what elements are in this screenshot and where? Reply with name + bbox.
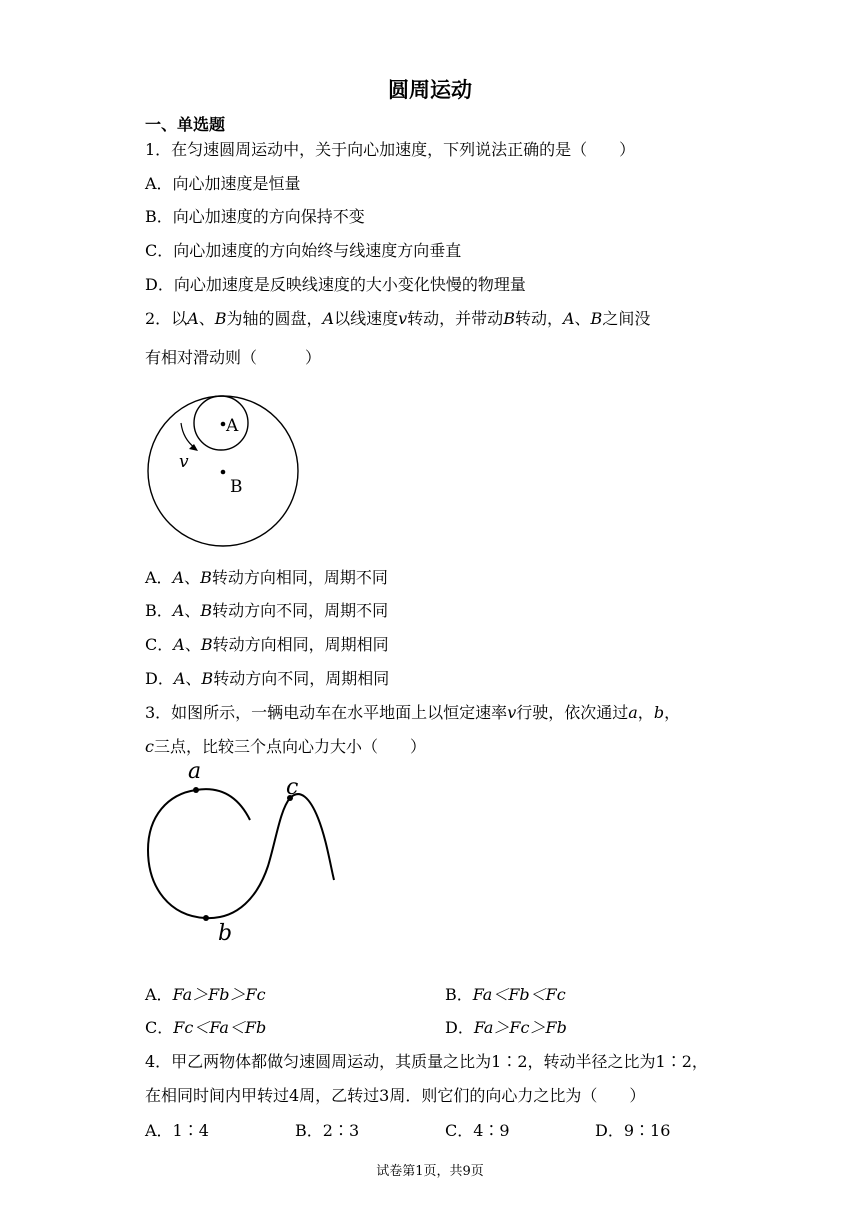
option-text: Fa＜Fb＜Fc [472, 985, 566, 1004]
q3-stem-text: 行驶，依次通过 [516, 703, 629, 722]
option-text: 转动方向相同，周期不同 [211, 568, 388, 587]
q2-stem-line1 [145, 309, 650, 329]
q2-var-b: B [214, 309, 227, 328]
option-prefix: A． [145, 568, 173, 587]
q3-option-c[interactable] [145, 1018, 266, 1038]
q2-stem-text: 、 [574, 309, 591, 328]
q3-var-b: b [653, 703, 665, 722]
q2-var-b: B [201, 669, 214, 688]
q2-var-a: A [322, 309, 335, 328]
q2-var-b: B [590, 309, 603, 328]
road-curve [148, 789, 334, 918]
option-prefix: B． [445, 985, 473, 1004]
q3-option-b[interactable] [445, 985, 566, 1005]
q2-var-a: A [172, 601, 185, 620]
q2-stem-text: 以线速度 [334, 309, 399, 328]
q3-stem-line2 [145, 737, 426, 757]
q2-var-a: A [562, 309, 575, 328]
q2-option-a[interactable]: A．A、B转动方向相同，周期不同 [145, 568, 388, 587]
q4-option-a[interactable]: A．1∶4 [145, 1121, 209, 1140]
point-b-dot [203, 915, 209, 921]
velocity-arrow [181, 423, 195, 448]
option-prefix: D． [145, 669, 174, 688]
q3-var-v: v [507, 703, 517, 722]
q2-disc-figure [140, 385, 315, 550]
q2-var-b: B [503, 309, 515, 328]
q2-var-b: B [200, 635, 213, 654]
q2-stem-text: 之间没 [602, 309, 651, 328]
q2-var-a: A [187, 309, 199, 328]
option-prefix: D． [445, 1018, 474, 1037]
q2-var-b: B [200, 568, 212, 587]
q2-stem-text: 2．以 [145, 309, 188, 328]
q1-option-a[interactable]: A．向心加速度是恒量 [145, 174, 301, 193]
q3-stem-text: 三点，比较三个点向心力大小（ ） [153, 737, 426, 756]
section-heading: 一、单选题 [145, 115, 226, 134]
page-footer: 试卷第1页，共9页 [376, 1164, 484, 1179]
point-a-dot [221, 422, 226, 427]
point-b-dot [221, 470, 226, 475]
label-a: A [226, 416, 239, 436]
option-prefix: C． [145, 635, 174, 654]
q4-stem-line2: 在相同时间内甲转过4周，乙转过3周．则它们的向心力之比为（ ） [145, 1086, 646, 1105]
q3-stem-text: ， [664, 703, 681, 722]
option-text: 转动方向相同，周期相同 [212, 635, 389, 654]
velocity-arrow-head [189, 444, 198, 451]
q1-option-b[interactable]: B．向心加速度的方向保持不变 [145, 207, 365, 226]
label-a: a [188, 759, 202, 784]
q3-option-a[interactable] [145, 985, 266, 1005]
option-text: Fa＞Fc＞Fb [473, 1018, 567, 1037]
q2-option-b[interactable]: B．A、B转动方向不同，周期不同 [145, 601, 389, 620]
option-prefix: A． [145, 985, 173, 1004]
q2-var-a: A [173, 669, 186, 688]
label-v: v [179, 452, 189, 472]
q3-stem-text: 3．如图所示，一辆电动车在水平地面上以恒定速率 [145, 703, 508, 722]
q2-var-a: A [172, 568, 185, 587]
q1-option-d[interactable]: D．向心加速度是反映线速度的大小变化快慢的物理量 [145, 275, 526, 294]
point-a-dot [193, 787, 199, 793]
q4-option-d[interactable]: D．9∶16 [595, 1121, 671, 1140]
q1-option-c[interactable]: C．向心加速度的方向始终与线速度方向垂直 [145, 241, 462, 260]
q2-stem-text: 转动， [514, 309, 563, 328]
q2-stem-line2: 有相对滑动则（ ） [145, 348, 322, 367]
q2-option-c[interactable]: C．A、B转动方向相同，周期相同 [145, 635, 389, 654]
option-prefix: B． [145, 601, 173, 620]
option-text: 转动方向不同，周期相同 [213, 669, 390, 688]
q2-option-d[interactable]: D．A、B转动方向不同，周期相同 [145, 669, 390, 688]
label-b: b [218, 921, 233, 946]
option-text: Fc＜Fa＜Fb [173, 1018, 267, 1037]
q2-var-v: v [398, 309, 408, 328]
q3-option-d[interactable] [445, 1018, 567, 1038]
q2-var-a: A [173, 635, 185, 654]
q4-option-c[interactable]: C．4∶9 [445, 1121, 510, 1140]
q3-stem-line1 [145, 703, 680, 723]
q4-stem-line1: 4．甲乙两物体都做匀速圆周运动，其质量之比为1∶2，转动半径之比为1∶2， [145, 1052, 708, 1071]
q3-var-a: a [628, 703, 638, 722]
q1-stem: 1．在匀速圆周运动中，关于向心加速度，下列说法正确的是（ ） [145, 140, 636, 159]
q3-stem-text: ， [637, 703, 654, 722]
option-text: Fa＞Fb＞Fc [172, 985, 266, 1004]
option-text: 转动方向不同，周期不同 [212, 601, 389, 620]
option-prefix: C． [145, 1018, 174, 1037]
q4-option-b[interactable]: B．2∶3 [295, 1121, 360, 1140]
q3-var-c: c [145, 737, 154, 756]
label-b: B [230, 477, 243, 497]
q2-stem-text: 、 [198, 309, 215, 328]
q2-var-b: B [200, 601, 213, 620]
q2-stem-text: 转动，并带动 [407, 309, 504, 328]
page-title: 圆周运动 [388, 78, 472, 102]
label-c: c [286, 775, 299, 800]
q2-stem-text: 为轴的圆盘， [226, 309, 323, 328]
q3-path-figure [140, 758, 350, 948]
